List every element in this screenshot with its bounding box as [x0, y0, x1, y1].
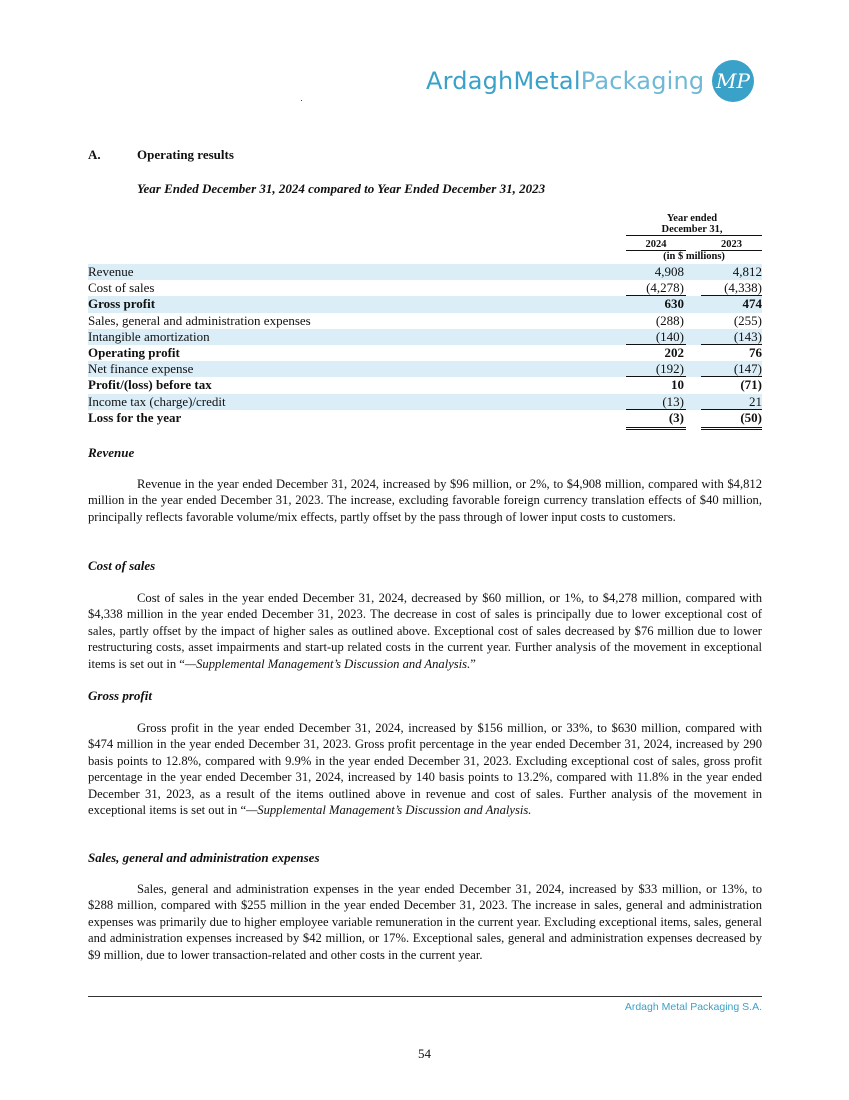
table-row: [88, 345, 762, 361]
logo-wordmark: ArdaghMetalPackaging: [426, 67, 705, 95]
value-2023: (4,338): [724, 280, 762, 296]
table-row: [88, 394, 762, 410]
value-2024: (3): [668, 409, 684, 425]
section-subtitle: Year Ended December 31, 2024 compared to Year Ended December 31, 2023: [137, 181, 546, 196]
header-rule: [626, 235, 762, 236]
col-header-2024: 2024: [645, 239, 667, 250]
value-2023: (50): [740, 409, 762, 425]
total-double-rule: [626, 427, 686, 430]
value-2024: 202: [664, 344, 684, 360]
value-2023: (71): [740, 377, 762, 393]
value-2024: (13): [662, 393, 684, 409]
value-2023: (255): [733, 312, 762, 328]
paragraph-cost-of-sales: Cost of sales in the year ended December 31, 2024, decreased by $60 million, or 1%, to $4,278 million, compared with $4,338 million in the year ended December 31, 2023. The decrease in cost of sales is principally due to lower exceptional cost of sales, partly offset by the impact of higher sales as outlined above. Exceptional cost of sales decreased by $76 million due to lower restructuring costs, asset impairments and start-up related costs in the current year. Further analysis of the movement in exceptional items is set out in “—Supplemental Management’s Discussion and Analysis.”: [88, 591, 762, 671]
value-2024: (288): [655, 312, 684, 328]
row-label: Net finance expense: [88, 361, 194, 377]
operating-results-table: [88, 264, 762, 426]
svg-text:MP: MP: [716, 69, 751, 93]
table-units: (in $ millions): [663, 251, 725, 262]
logo-mp-icon: [710, 58, 756, 104]
row-label: Operating profit: [88, 344, 180, 360]
row-label: Revenue: [88, 264, 134, 279]
row-label: Gross profit: [88, 296, 156, 312]
row-label: Sales, general and administration expenses: [88, 312, 311, 328]
company-logo: [426, 58, 756, 104]
stray-mark: [301, 100, 302, 101]
value-2023: 76: [749, 344, 762, 360]
heading-revenue: Revenue: [88, 445, 135, 460]
table-row: [88, 264, 762, 280]
footer-company: Ardagh Metal Packaging S.A.: [624, 1001, 762, 1013]
value-2024: (4,278): [646, 280, 684, 296]
paragraph-gross-profit: Gross profit in the year ended December 31, 2024, increased by $156 million, or 33%, to $630 million, compared with $474 million in the year ended December 31, 2023. Gross profit percentage in the year ended December 31, 2024, increased by 290 basis points to 12.8%, compared with 9.9% in the year ended December 31, 2023. Excluding exceptional cost of sales, gross profit percentage in the year ended December 31, 2024, increased by 140 basis points to 13.2%, compared with 11.8% in the year ended December 31, 2023, as a result of the items outlined above in revenue and cost of sales. Further analysis of the movement in exceptional items is set out in “—Supplemental Management’s Discussion and Analysis.: [88, 721, 762, 818]
value-2024: (140): [655, 328, 684, 344]
value-2023: (143): [733, 328, 762, 344]
total-double-rule: [701, 427, 762, 430]
value-2024: 10: [671, 377, 684, 393]
row-label: Income tax (charge)/credit: [88, 393, 226, 409]
footer-rule: [88, 996, 762, 997]
section-heading: A. Operating results: [88, 147, 234, 162]
row-label: Cost of sales: [88, 280, 155, 296]
value-2024: 630: [664, 296, 684, 312]
paragraph-revenue: Revenue in the year ended December 31, 2024, increased by $96 million, or 2%, to $4,908 million, compared with $4,812 million in the year ended December 31, 2023. The increase, excluding favorable foreign currency translation effects of $40 million, principally reflects favorable volume/mix effects, partly offset by the pass through of lower input costs to customers.: [88, 477, 762, 524]
heading-cost-of-sales: Cost of sales: [88, 558, 156, 573]
value-2023: 474: [742, 296, 762, 312]
value-2023: 21: [749, 393, 762, 409]
value-2024: 4,908: [654, 264, 684, 279]
heading-gross-profit: Gross profit: [88, 688, 152, 703]
value-2023: (147): [733, 361, 762, 377]
row-label: Profit/(loss) before tax: [88, 377, 212, 393]
col-header-2023: 2023: [721, 239, 742, 250]
row-label: Intangible amortization: [88, 328, 210, 344]
row-label: Loss for the year: [88, 409, 182, 425]
table-row: [88, 296, 762, 312]
table-row: [88, 313, 762, 329]
table-row: [88, 329, 762, 345]
paragraph-sga: Sales, general and administration expenses in the year ended December 31, 2024, increased by $33 million, or 13%, to $288 million, compared with $255 million in the year ended December 31, 2023. The increase in sales, general and administration expenses was primarily due to higher employee variable remuneration in the current year. Excluding exceptional items, sales, general and administration expenses increased by $42 million, or 17%. Exceptional sales, general and administration expenses decreased by $9 million, due to lower transaction-related and other costs in the current year.: [88, 882, 762, 962]
table-row: [88, 410, 762, 426]
table-row: [88, 377, 762, 393]
table-row: [88, 280, 762, 296]
page-number: 54: [418, 1046, 431, 1061]
table-header-period: Year ended December 31,: [661, 213, 723, 235]
value-2023: 4,812: [732, 264, 762, 279]
heading-sga: Sales, general and administration expenses: [88, 850, 320, 865]
table-row: [88, 361, 762, 377]
value-2024: (192): [655, 361, 684, 377]
